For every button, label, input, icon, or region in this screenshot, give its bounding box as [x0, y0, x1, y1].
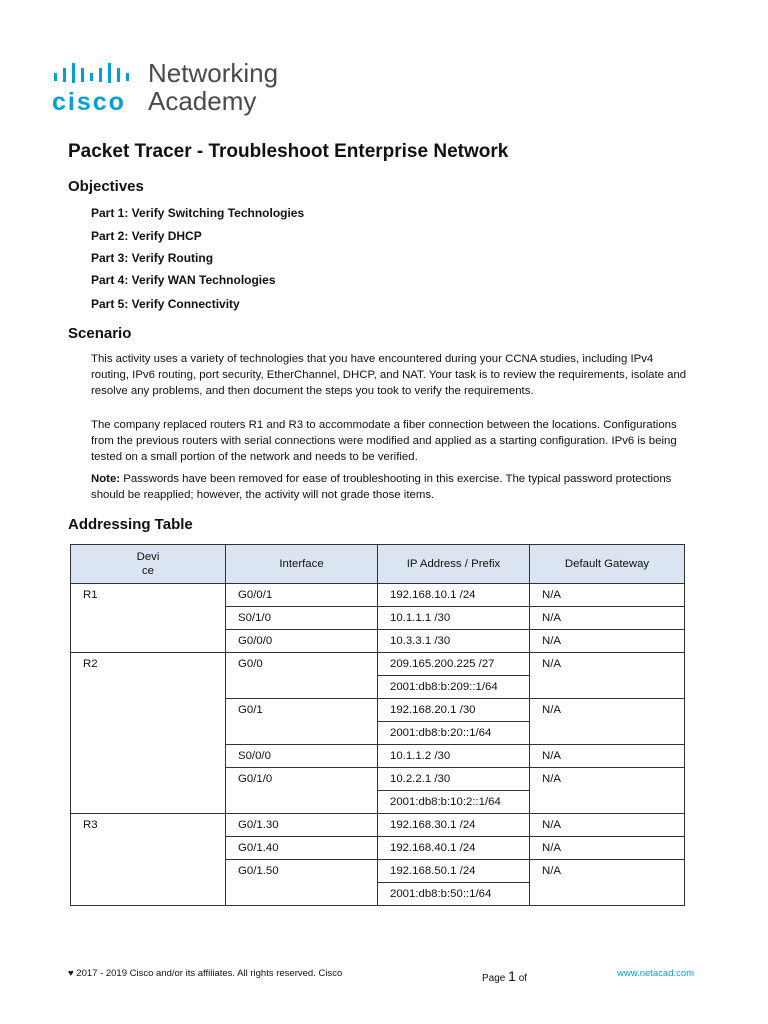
- ip-cell: 192.168.30.1 /24: [378, 814, 530, 837]
- interface-cell: G0/1.30: [226, 814, 378, 837]
- page-label: Page: [482, 973, 509, 984]
- device-cell: R2: [71, 653, 226, 814]
- ip-cell: 192.168.50.1 /24: [378, 860, 530, 883]
- addressing-table: [70, 544, 685, 906]
- of-label: of: [515, 973, 528, 984]
- ip-cell: 192.168.20.1 /30: [378, 699, 530, 722]
- scenario-paragraph-2: The company replaced routers R1 and R3 to accommodate a fiber connection between the locations. Configurations from the previous routers with serial connections were modified and applied as a starting configuration. IPv6 is being tested on a small portion of the network and needs to be verified.: [91, 419, 677, 463]
- col-header-ip: IP Address / Prefix: [378, 545, 530, 584]
- ipv6-cell: 2001:db8:b:10:2::1/64: [378, 791, 530, 814]
- objective-item: Part 2: Verify DHCP: [91, 229, 202, 243]
- gateway-cell: N/A: [530, 745, 685, 768]
- interface-cell: G0/1/0: [226, 768, 378, 814]
- cisco-wordmark: cisco: [52, 88, 126, 116]
- interface-cell: G0/1.50: [226, 860, 378, 906]
- gateway-cell: N/A: [530, 837, 685, 860]
- gateway-cell: N/A: [530, 653, 685, 699]
- footer-page-number: [482, 968, 527, 984]
- ip-cell: 10.1.1.1 /30: [378, 607, 530, 630]
- objective-item: Part 3: Verify Routing: [91, 251, 214, 265]
- interface-cell: S0/0/0: [226, 745, 378, 768]
- ipv6-cell: 2001:db8:b:209::1/64: [378, 676, 530, 699]
- interface-cell: G0/1.40: [226, 837, 378, 860]
- scenario-note: [91, 471, 691, 503]
- interface-cell: G0/0: [226, 653, 378, 699]
- footer-copyright: ♥ 2017 - 2019 Cisco and/or its affiliates. All rights reserved. Cisco: [68, 968, 343, 979]
- objective-item: Part 1: Verify Switching Technologies: [91, 206, 305, 220]
- ip-cell: 10.3.3.1 /30: [378, 630, 530, 653]
- ip-cell: 10.2.2.1 /30: [378, 768, 530, 791]
- interface-cell: S0/1/0: [226, 607, 378, 630]
- table-row: [71, 584, 685, 607]
- device-cell: R3: [71, 814, 226, 906]
- col-header-interface: Interface: [226, 545, 378, 584]
- table-header-row: [71, 545, 685, 584]
- table-row: [71, 814, 685, 837]
- col-header-gateway: Default Gateway: [530, 545, 685, 584]
- interface-cell: G0/0/1: [226, 584, 378, 607]
- ip-cell: 10.1.1.2 /30: [378, 745, 530, 768]
- interface-cell: G0/1: [226, 699, 378, 745]
- page-title: Packet Tracer - Troubleshoot Enterprise Network: [68, 141, 509, 162]
- footer-website-link[interactable]: www.netacad.com: [617, 968, 695, 979]
- ip-cell: 209.165.200.225 /27: [378, 653, 530, 676]
- ip-cell: 192.168.10.1 /24: [378, 584, 530, 607]
- cisco-networking-academy-logo: [52, 58, 352, 120]
- gateway-cell: N/A: [530, 630, 685, 653]
- gateway-cell: N/A: [530, 607, 685, 630]
- logo-line-academy: Academy: [148, 86, 257, 116]
- note-label: Note:: [91, 473, 121, 485]
- interface-cell: G0/0/0: [226, 630, 378, 653]
- ipv6-cell: 2001:db8:b:50::1/64: [378, 883, 530, 906]
- col-header-device: Devi ce: [71, 545, 226, 584]
- objective-item: Part 5: Verify Connectivity: [91, 297, 240, 311]
- ip-cell: 192.168.40.1 /24: [378, 837, 530, 860]
- gateway-cell: N/A: [530, 768, 685, 814]
- gateway-cell: N/A: [530, 584, 685, 607]
- gateway-cell: N/A: [530, 699, 685, 745]
- gateway-cell: N/A: [530, 814, 685, 837]
- table-row: [71, 653, 685, 676]
- scenario-heading: Scenario: [68, 325, 132, 342]
- cisco-bars-icon: [52, 62, 138, 84]
- note-text: Passwords have been removed for ease of troubleshooting in this exercise. The typical password protections should be reapplied; however, the activity will not grade those items.: [91, 473, 672, 501]
- device-cell: R1: [71, 584, 226, 653]
- objectives-heading: Objectives: [68, 178, 144, 195]
- page-num: 1: [508, 968, 516, 984]
- scenario-paragraph-1: This activity uses a variety of technologies that you have encountered during your CCNA studies, including IPv4 routing, IPv6 routing, port security, EtherChannel, DHCP, and NAT. Your task is to review the requirements, isolate and resolve any problems, and then document the steps you took to verify the requirements.: [91, 353, 687, 397]
- addressing-table-heading: Addressing Table: [68, 516, 193, 533]
- objective-item: Part 4: Verify WAN Technologies: [91, 273, 276, 287]
- ipv6-cell: 2001:db8:b:20::1/64: [378, 722, 530, 745]
- gateway-cell: N/A: [530, 860, 685, 906]
- logo-line-networking: Networking: [148, 58, 279, 88]
